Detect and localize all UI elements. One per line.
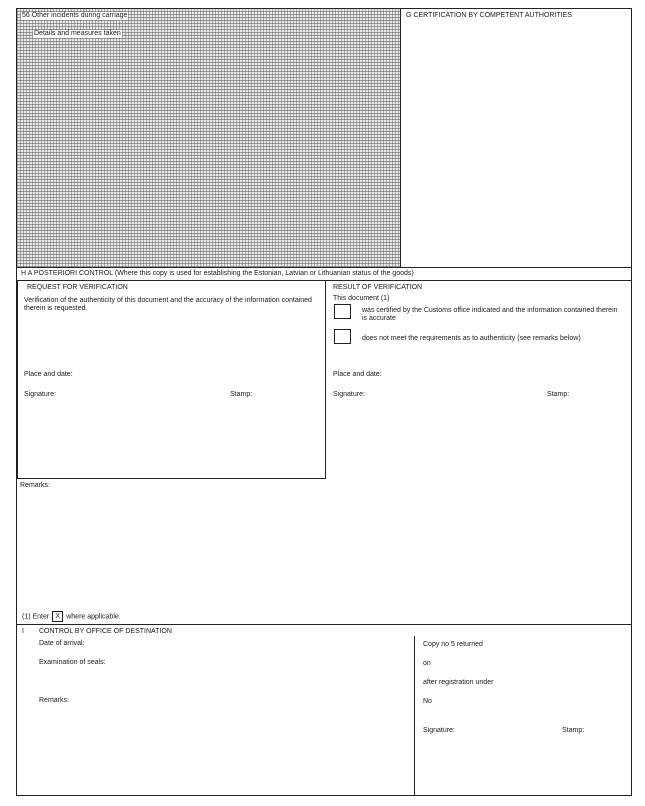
section-i-signature: Signature: xyxy=(423,727,455,734)
request-place-date: Place and date: xyxy=(24,371,73,378)
box-g-certification[interactable] xyxy=(401,9,631,267)
on-label: on xyxy=(423,660,431,667)
remarks-area[interactable] xyxy=(17,480,631,622)
footnote xyxy=(22,611,121,622)
box-56-details-label: Details and measures taken xyxy=(34,30,121,37)
box-56-title: 56 Other incidents during carriage xyxy=(22,12,128,19)
seals-label: Examination of seals: xyxy=(39,659,106,666)
result-option2-checkbox[interactable] xyxy=(334,329,351,344)
divider-section-i xyxy=(17,624,632,625)
box-56-other-incidents[interactable] xyxy=(17,9,401,267)
copy5-label: Copy no 5 returned xyxy=(423,641,483,648)
result-option1-checkbox[interactable] xyxy=(334,304,351,319)
result-place-date: Place and date: xyxy=(333,371,382,378)
section-i-letter: I xyxy=(22,628,24,635)
result-signature: Signature: xyxy=(333,391,365,398)
footnote-pre: (1) Enter xyxy=(22,613,50,621)
result-title: RESULT OF VERIFICATION xyxy=(333,284,423,291)
request-signature: Signature: xyxy=(24,391,56,398)
section-i-stamp: Stamp: xyxy=(562,727,585,734)
remarks-label: Remarks: xyxy=(20,482,50,489)
section-i-title: CONTROL BY OFFICE OF DESTINATION xyxy=(39,628,172,635)
box-g-title: G CERTIFICATION BY COMPETENT AUTHORITIES xyxy=(406,12,572,19)
section-i-remarks-label: Remarks: xyxy=(39,697,69,704)
arrival-date-label: Date of arrival: xyxy=(39,640,85,647)
divider-h-top xyxy=(17,267,632,268)
section-h-title: H A POSTERIORI CONTROL (Where this copy is used for establishing the Estonian, Latvian or Lithuanian status of the goods) xyxy=(21,270,414,277)
result-option1-text: was certified by the Customs office indicated and the information contained therein is accurate xyxy=(362,307,618,322)
result-stamp: Stamp: xyxy=(547,391,570,398)
result-option2-text: does not meet the requirements as to authenticity (see remarks below) xyxy=(362,335,581,342)
request-text: Verification of the authenticity of this document and the accuracy of the information contained therein is requested. xyxy=(24,297,312,312)
no-label: No xyxy=(423,698,432,705)
after-registration-label: after registration under xyxy=(423,679,494,686)
footnote-post: where applicable. xyxy=(66,613,121,621)
request-title: REQUEST FOR VERIFICATION xyxy=(27,284,128,291)
section-i-divider xyxy=(414,636,415,795)
footnote-x-box: X xyxy=(52,611,63,622)
request-stamp: Stamp: xyxy=(230,391,253,398)
result-document: This document (1) xyxy=(333,295,390,302)
